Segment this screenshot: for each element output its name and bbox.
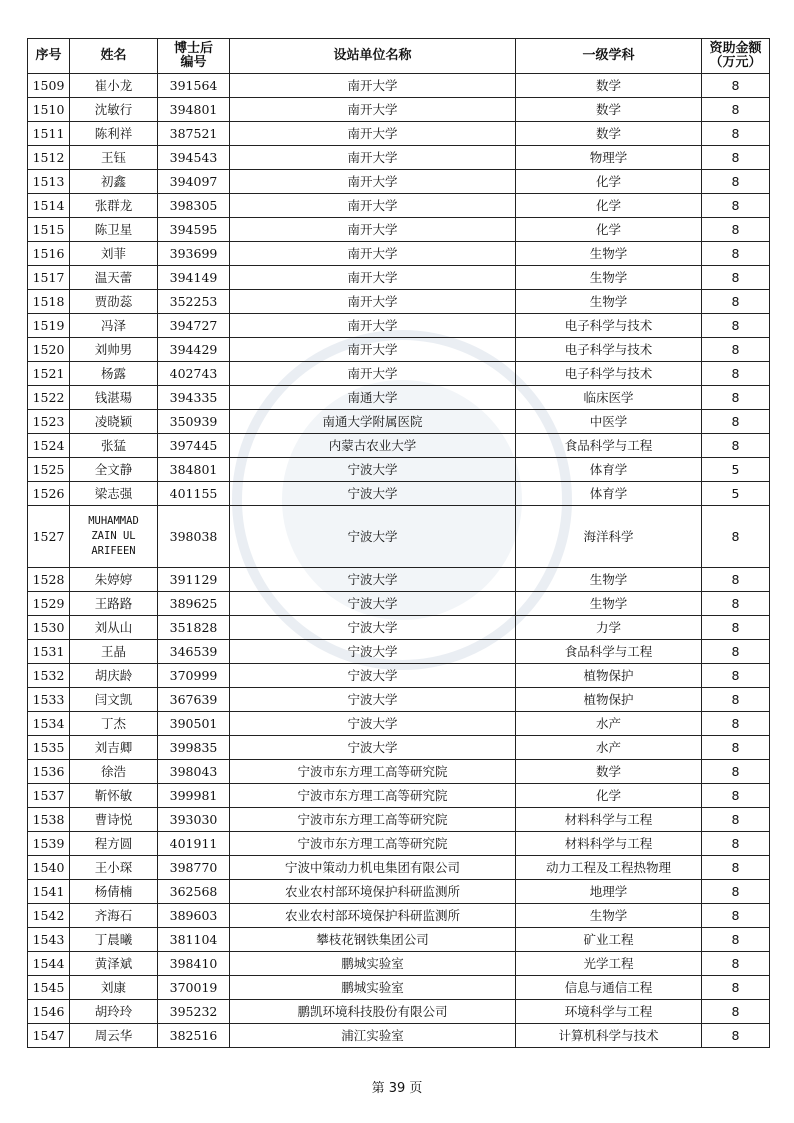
cell-discipline: 生物学 [516, 904, 702, 928]
cell-name: 钱湛瑒 [70, 386, 158, 410]
table-row [28, 664, 770, 688]
cell-postdoc-id: 387521 [158, 122, 230, 146]
table-row [28, 952, 770, 976]
table-row [28, 1024, 770, 1048]
cell-seq: 1524 [28, 434, 70, 458]
cell-discipline: 生物学 [516, 266, 702, 290]
cell-name: 丁晨曦 [70, 928, 158, 952]
cell-amount: 5 [702, 482, 770, 506]
cell-seq: 1525 [28, 458, 70, 482]
cell-name: 沈敏行 [70, 98, 158, 122]
cell-seq: 1531 [28, 640, 70, 664]
header-amount [702, 39, 770, 74]
table-row [28, 712, 770, 736]
cell-name: 周云华 [70, 1024, 158, 1048]
cell-discipline: 地理学 [516, 880, 702, 904]
table-row [28, 688, 770, 712]
cell-discipline: 体育学 [516, 458, 702, 482]
cell-amount: 8 [702, 856, 770, 880]
cell-seq: 1526 [28, 482, 70, 506]
cell-unit: 南开大学 [230, 74, 516, 98]
cell-seq: 1532 [28, 664, 70, 688]
cell-seq: 1528 [28, 568, 70, 592]
cell-discipline: 计算机科学与技术 [516, 1024, 702, 1048]
table-row [28, 386, 770, 410]
cell-name: 王钰 [70, 146, 158, 170]
cell-seq: 1547 [28, 1024, 70, 1048]
cell-name: 凌晓颖 [70, 410, 158, 434]
table-row [28, 362, 770, 386]
cell-name: 张群龙 [70, 194, 158, 218]
cell-unit: 鹏城实验室 [230, 976, 516, 1000]
table-row [28, 1000, 770, 1024]
cell-name: 胡玲玲 [70, 1000, 158, 1024]
cell-postdoc-id: 398410 [158, 952, 230, 976]
cell-discipline: 化学 [516, 784, 702, 808]
cell-discipline: 数学 [516, 98, 702, 122]
table-row [28, 832, 770, 856]
cell-seq: 1519 [28, 314, 70, 338]
cell-name: 刘从山 [70, 616, 158, 640]
cell-unit: 南开大学 [230, 266, 516, 290]
cell-discipline: 水产 [516, 712, 702, 736]
table-row [28, 290, 770, 314]
cell-amount: 8 [702, 784, 770, 808]
cell-discipline: 数学 [516, 122, 702, 146]
cell-name: 张猛 [70, 434, 158, 458]
cell-postdoc-id: 402743 [158, 362, 230, 386]
table-row [28, 266, 770, 290]
cell-unit: 南开大学 [230, 242, 516, 266]
cell-discipline: 信息与通信工程 [516, 976, 702, 1000]
cell-postdoc-id: 350939 [158, 410, 230, 434]
table-row [28, 808, 770, 832]
cell-amount: 8 [702, 592, 770, 616]
cell-seq: 1521 [28, 362, 70, 386]
cell-unit: 宁波大学 [230, 592, 516, 616]
cell-unit: 南通大学 [230, 386, 516, 410]
cell-amount: 8 [702, 712, 770, 736]
cell-unit: 宁波大学 [230, 688, 516, 712]
table-row [28, 242, 770, 266]
cell-name: 胡庆龄 [70, 664, 158, 688]
cell-name-line: ARIFEEN [91, 545, 136, 557]
cell-amount: 8 [702, 1024, 770, 1048]
cell-postdoc-id: 346539 [158, 640, 230, 664]
cell-seq: 1534 [28, 712, 70, 736]
cell-postdoc-id: 394595 [158, 218, 230, 242]
cell-seq: 1518 [28, 290, 70, 314]
cell-amount: 8 [702, 568, 770, 592]
cell-unit: 宁波大学 [230, 736, 516, 760]
cell-seq: 1516 [28, 242, 70, 266]
cell-discipline: 化学 [516, 218, 702, 242]
cell-unit: 农业农村部环境保护科研监测所 [230, 880, 516, 904]
page-number: 第 39 页 [371, 1081, 423, 1096]
cell-discipline: 海洋科学 [516, 506, 702, 568]
cell-unit: 宁波大学 [230, 712, 516, 736]
table-row [28, 410, 770, 434]
cell-amount: 8 [702, 362, 770, 386]
cell-name: 靳怀敏 [70, 784, 158, 808]
table-row [28, 314, 770, 338]
cell-seq: 1536 [28, 760, 70, 784]
cell-seq: 1513 [28, 170, 70, 194]
cell-seq: 1537 [28, 784, 70, 808]
cell-discipline: 环境科学与工程 [516, 1000, 702, 1024]
cell-name: 初鑫 [70, 170, 158, 194]
header-postdoc-id-line2: 编号 [180, 55, 207, 70]
cell-seq: 1512 [28, 146, 70, 170]
cell-seq: 1517 [28, 266, 70, 290]
table-row [28, 904, 770, 928]
cell-amount: 8 [702, 736, 770, 760]
cell-postdoc-id: 389625 [158, 592, 230, 616]
header-discipline: 一级学科 [516, 39, 702, 74]
table-row [28, 98, 770, 122]
table-row [28, 146, 770, 170]
cell-unit: 宁波市东方理工高等研究院 [230, 784, 516, 808]
cell-amount: 8 [702, 880, 770, 904]
table-row [28, 976, 770, 1000]
cell-amount: 8 [702, 170, 770, 194]
cell-unit: 南开大学 [230, 314, 516, 338]
cell-discipline: 临床医学 [516, 386, 702, 410]
cell-postdoc-id: 398038 [158, 506, 230, 568]
cell-unit: 南开大学 [230, 146, 516, 170]
cell-unit: 南开大学 [230, 122, 516, 146]
cell-amount: 8 [702, 242, 770, 266]
cell-seq: 1546 [28, 1000, 70, 1024]
cell-discipline: 化学 [516, 170, 702, 194]
cell-amount: 8 [702, 688, 770, 712]
cell-amount: 8 [702, 146, 770, 170]
cell-seq: 1515 [28, 218, 70, 242]
cell-name [70, 506, 158, 568]
header-name: 姓名 [70, 39, 158, 74]
cell-postdoc-id: 395232 [158, 1000, 230, 1024]
cell-postdoc-id: 393699 [158, 242, 230, 266]
cell-amount: 8 [702, 98, 770, 122]
cell-discipline: 水产 [516, 736, 702, 760]
table-row [28, 880, 770, 904]
cell-seq: 1523 [28, 410, 70, 434]
cell-amount: 8 [702, 386, 770, 410]
cell-discipline: 植物保护 [516, 664, 702, 688]
cell-postdoc-id: 393030 [158, 808, 230, 832]
cell-postdoc-id: 367639 [158, 688, 230, 712]
cell-amount: 8 [702, 266, 770, 290]
table-row [28, 592, 770, 616]
cell-discipline: 生物学 [516, 592, 702, 616]
table-row [28, 74, 770, 98]
cell-unit: 宁波市东方理工高等研究院 [230, 808, 516, 832]
cell-postdoc-id: 398043 [158, 760, 230, 784]
cell-amount: 8 [702, 194, 770, 218]
header-amount-line1: 资助金额 [709, 41, 762, 56]
cell-postdoc-id: 394429 [158, 338, 230, 362]
cell-postdoc-id: 389603 [158, 904, 230, 928]
cell-discipline: 力学 [516, 616, 702, 640]
cell-seq: 1542 [28, 904, 70, 928]
cell-discipline: 生物学 [516, 242, 702, 266]
header-postdoc-id-line1: 博士后 [173, 41, 213, 56]
cell-name: 闫文凯 [70, 688, 158, 712]
table-header-row [28, 39, 770, 74]
cell-postdoc-id: 390501 [158, 712, 230, 736]
cell-name: 王路路 [70, 592, 158, 616]
cell-seq: 1544 [28, 952, 70, 976]
table-row [28, 760, 770, 784]
cell-postdoc-id: 352253 [158, 290, 230, 314]
cell-seq: 1527 [28, 506, 70, 568]
cell-name: 温天蕾 [70, 266, 158, 290]
cell-discipline: 光学工程 [516, 952, 702, 976]
cell-postdoc-id: 384801 [158, 458, 230, 482]
cell-postdoc-id: 394097 [158, 170, 230, 194]
cell-postdoc-id: 401911 [158, 832, 230, 856]
cell-discipline: 动力工程及工程热物理 [516, 856, 702, 880]
table-row [28, 506, 770, 568]
cell-name: 曹诗悦 [70, 808, 158, 832]
cell-name-line: ZAIN UL [91, 530, 136, 542]
header-amount-line2: （万元） [709, 55, 762, 70]
cell-amount: 8 [702, 976, 770, 1000]
cell-postdoc-id: 394335 [158, 386, 230, 410]
cell-name: 崔小龙 [70, 74, 158, 98]
cell-postdoc-id: 391129 [158, 568, 230, 592]
cell-discipline: 矿业工程 [516, 928, 702, 952]
cell-seq: 1535 [28, 736, 70, 760]
cell-name: 刘菲 [70, 242, 158, 266]
cell-seq: 1533 [28, 688, 70, 712]
cell-name: 黄泽斌 [70, 952, 158, 976]
cell-unit: 宁波大学 [230, 568, 516, 592]
cell-seq: 1541 [28, 880, 70, 904]
cell-postdoc-id: 398770 [158, 856, 230, 880]
cell-amount: 8 [702, 122, 770, 146]
table-row [28, 640, 770, 664]
table-row [28, 928, 770, 952]
cell-postdoc-id: 351828 [158, 616, 230, 640]
cell-discipline: 电子科学与技术 [516, 314, 702, 338]
cell-discipline: 数学 [516, 74, 702, 98]
cell-seq: 1514 [28, 194, 70, 218]
header-unit: 设站单位名称 [230, 39, 516, 74]
cell-discipline: 物理学 [516, 146, 702, 170]
cell-unit: 农业农村部环境保护科研监测所 [230, 904, 516, 928]
cell-postdoc-id: 394727 [158, 314, 230, 338]
cell-seq: 1522 [28, 386, 70, 410]
cell-name: 王小琛 [70, 856, 158, 880]
cell-name: 刘吉卿 [70, 736, 158, 760]
cell-amount: 8 [702, 808, 770, 832]
cell-unit: 宁波大学 [230, 640, 516, 664]
cell-unit: 南通大学附属医院 [230, 410, 516, 434]
cell-name: 陈卫星 [70, 218, 158, 242]
table-row [28, 458, 770, 482]
cell-unit: 南开大学 [230, 194, 516, 218]
cell-unit: 鹏凯环境科技股份有限公司 [230, 1000, 516, 1024]
cell-name: 冯泽 [70, 314, 158, 338]
cell-amount: 8 [702, 410, 770, 434]
cell-postdoc-id: 362568 [158, 880, 230, 904]
cell-seq: 1510 [28, 98, 70, 122]
cell-postdoc-id: 394543 [158, 146, 230, 170]
cell-amount: 8 [702, 290, 770, 314]
cell-amount: 8 [702, 760, 770, 784]
table-row [28, 338, 770, 362]
cell-name: 程方圆 [70, 832, 158, 856]
cell-postdoc-id: 391564 [158, 74, 230, 98]
cell-discipline: 中医学 [516, 410, 702, 434]
cell-discipline: 植物保护 [516, 688, 702, 712]
cell-name: 梁志强 [70, 482, 158, 506]
cell-amount: 8 [702, 952, 770, 976]
cell-unit: 南开大学 [230, 290, 516, 314]
cell-name-line: MUHAMMAD [88, 515, 139, 527]
cell-unit: 浦江实验室 [230, 1024, 516, 1048]
table-row [28, 434, 770, 458]
cell-amount: 8 [702, 74, 770, 98]
cell-amount: 8 [702, 218, 770, 242]
table-row [28, 218, 770, 242]
cell-name: 全文静 [70, 458, 158, 482]
cell-name: 陈利祥 [70, 122, 158, 146]
cell-amount: 8 [702, 1000, 770, 1024]
cell-unit: 宁波中策动力机电集团有限公司 [230, 856, 516, 880]
table-row [28, 122, 770, 146]
cell-name: 杨倩楠 [70, 880, 158, 904]
cell-unit: 宁波大学 [230, 506, 516, 568]
table-row [28, 194, 770, 218]
cell-discipline: 材料科学与工程 [516, 832, 702, 856]
cell-discipline: 电子科学与技术 [516, 362, 702, 386]
cell-postdoc-id: 394149 [158, 266, 230, 290]
cell-unit: 南开大学 [230, 170, 516, 194]
table-row [28, 482, 770, 506]
cell-seq: 1520 [28, 338, 70, 362]
cell-seq: 1545 [28, 976, 70, 1000]
cell-name: 王晶 [70, 640, 158, 664]
cell-postdoc-id: 381104 [158, 928, 230, 952]
cell-discipline: 数学 [516, 760, 702, 784]
cell-unit: 宁波大学 [230, 458, 516, 482]
cell-discipline: 材料科学与工程 [516, 808, 702, 832]
cell-amount: 8 [702, 904, 770, 928]
cell-unit: 南开大学 [230, 98, 516, 122]
cell-amount: 8 [702, 338, 770, 362]
cell-amount: 8 [702, 314, 770, 338]
cell-amount: 8 [702, 616, 770, 640]
cell-amount: 8 [702, 928, 770, 952]
cell-postdoc-id: 399835 [158, 736, 230, 760]
cell-seq: 1539 [28, 832, 70, 856]
cell-postdoc-id: 370999 [158, 664, 230, 688]
cell-postdoc-id: 382516 [158, 1024, 230, 1048]
cell-unit: 宁波市东方理工高等研究院 [230, 832, 516, 856]
cell-unit: 宁波大学 [230, 664, 516, 688]
cell-unit: 鹏城实验室 [230, 952, 516, 976]
table-row [28, 856, 770, 880]
cell-seq: 1540 [28, 856, 70, 880]
cell-seq: 1530 [28, 616, 70, 640]
cell-unit: 宁波市东方理工高等研究院 [230, 760, 516, 784]
cell-unit: 宁波大学 [230, 616, 516, 640]
cell-unit: 南开大学 [230, 338, 516, 362]
cell-name: 徐浩 [70, 760, 158, 784]
table-row [28, 736, 770, 760]
cell-amount: 5 [702, 458, 770, 482]
cell-name: 刘帅男 [70, 338, 158, 362]
cell-unit: 南开大学 [230, 218, 516, 242]
cell-discipline: 食品科学与工程 [516, 434, 702, 458]
cell-amount: 8 [702, 832, 770, 856]
cell-discipline: 食品科学与工程 [516, 640, 702, 664]
funding-table [27, 38, 770, 1048]
cell-discipline: 生物学 [516, 290, 702, 314]
cell-seq: 1509 [28, 74, 70, 98]
cell-postdoc-id: 399981 [158, 784, 230, 808]
cell-postdoc-id: 398305 [158, 194, 230, 218]
cell-name: 丁杰 [70, 712, 158, 736]
cell-amount: 8 [702, 664, 770, 688]
cell-seq: 1538 [28, 808, 70, 832]
cell-seq: 1529 [28, 592, 70, 616]
cell-discipline: 体育学 [516, 482, 702, 506]
cell-postdoc-id: 370019 [158, 976, 230, 1000]
cell-discipline: 电子科学与技术 [516, 338, 702, 362]
cell-amount: 8 [702, 640, 770, 664]
cell-discipline: 生物学 [516, 568, 702, 592]
table-row [28, 568, 770, 592]
cell-discipline: 化学 [516, 194, 702, 218]
cell-seq: 1543 [28, 928, 70, 952]
cell-unit: 南开大学 [230, 362, 516, 386]
cell-amount: 8 [702, 434, 770, 458]
table-row [28, 616, 770, 640]
cell-name: 贾劭蕊 [70, 290, 158, 314]
cell-name: 杨露 [70, 362, 158, 386]
table-row [28, 170, 770, 194]
cell-unit: 攀枝花钢铁集团公司 [230, 928, 516, 952]
table-body [28, 74, 770, 1048]
cell-amount: 8 [702, 506, 770, 568]
header-seq: 序号 [28, 39, 70, 74]
cell-postdoc-id: 397445 [158, 434, 230, 458]
cell-postdoc-id: 394801 [158, 98, 230, 122]
cell-name: 齐海石 [70, 904, 158, 928]
cell-unit: 宁波大学 [230, 482, 516, 506]
cell-name: 朱婷婷 [70, 568, 158, 592]
table-row [28, 784, 770, 808]
cell-seq: 1511 [28, 122, 70, 146]
cell-name: 刘康 [70, 976, 158, 1000]
cell-postdoc-id: 401155 [158, 482, 230, 506]
header-postdoc-id [158, 39, 230, 74]
cell-unit: 内蒙古农业大学 [230, 434, 516, 458]
